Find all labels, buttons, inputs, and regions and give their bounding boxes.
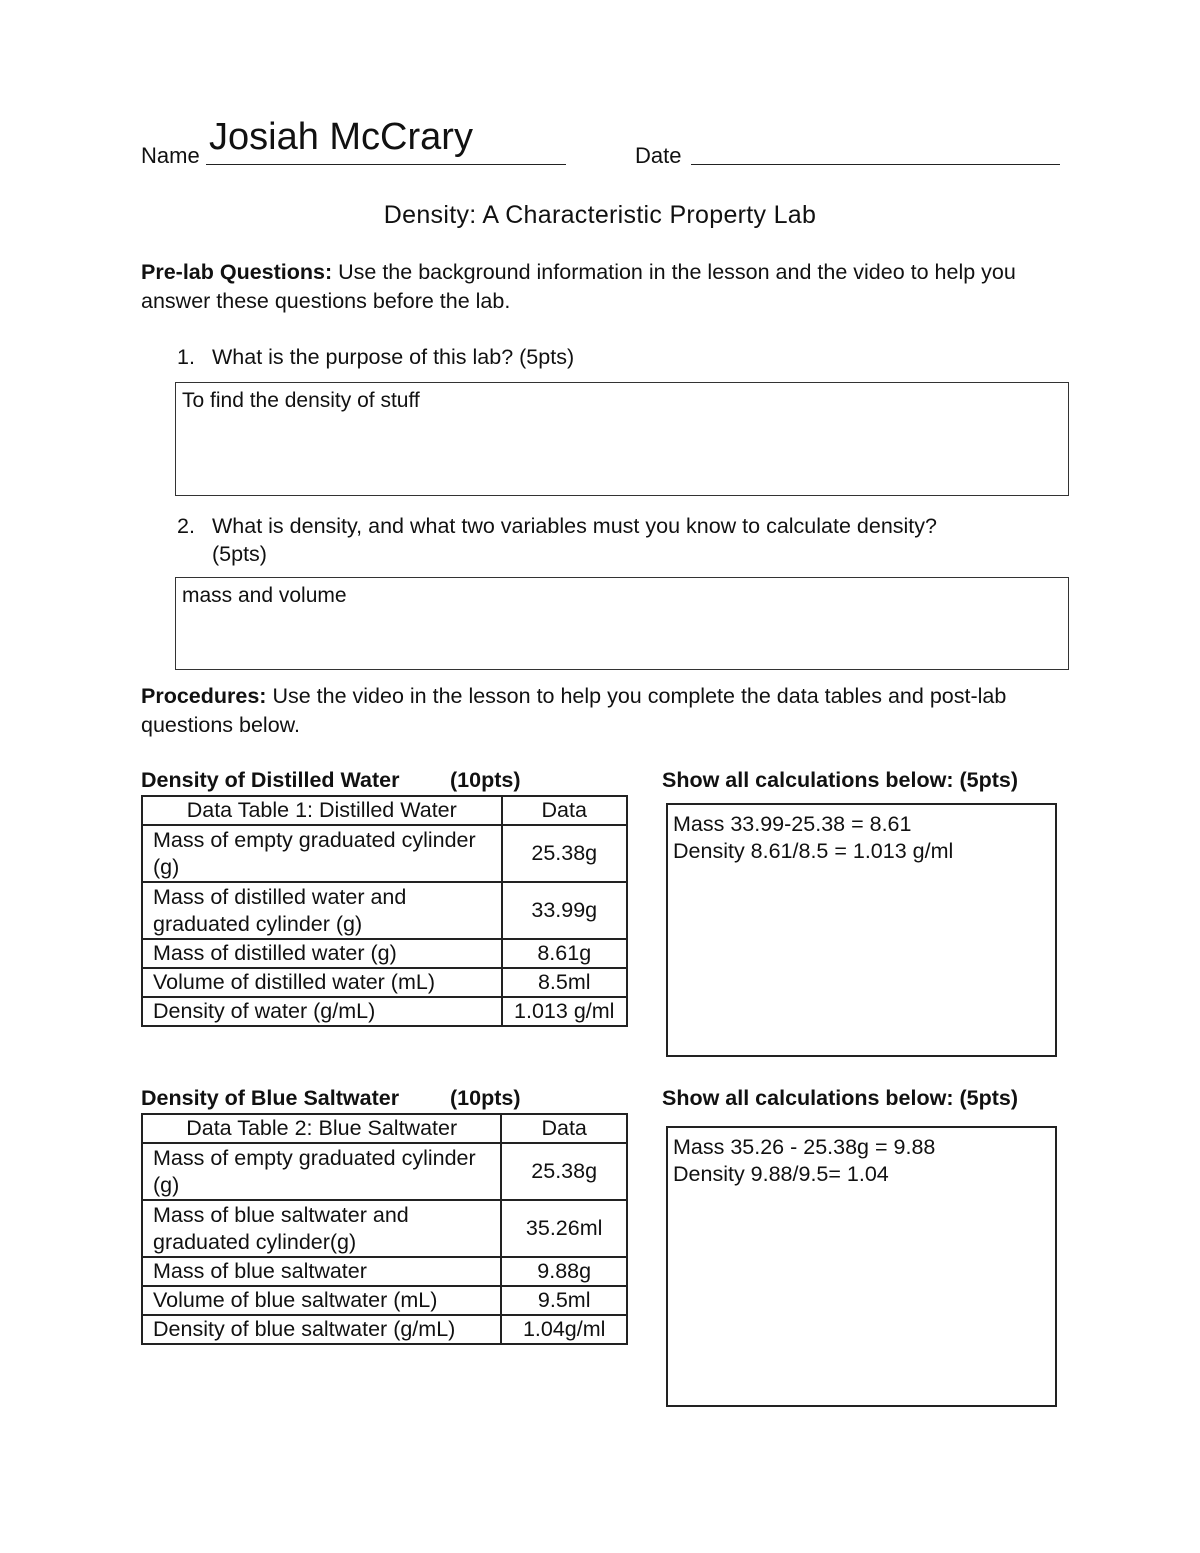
salt-calculations-box[interactable] bbox=[666, 1126, 1057, 1407]
row-value[interactable]: 9.88g bbox=[501, 1257, 627, 1286]
row-value[interactable]: 25.38g bbox=[502, 825, 628, 882]
procedures-text: Use the video in the lesson to help you complete the data tables and post-lab questions below. bbox=[141, 684, 1007, 737]
row-label: Mass of empty graduated cylinder (g) bbox=[142, 1143, 501, 1200]
date-field[interactable] bbox=[691, 130, 1060, 165]
table-row bbox=[142, 1286, 627, 1315]
row-label: Volume of distilled water (mL) bbox=[142, 968, 502, 997]
row-value[interactable]: 33.99g bbox=[502, 882, 628, 939]
water-section-points: (10pts) bbox=[450, 768, 521, 792]
table-row bbox=[142, 825, 627, 882]
procedures-heading: Procedures: bbox=[141, 684, 267, 708]
table-row bbox=[142, 997, 627, 1026]
row-label: Density of water (g/mL) bbox=[142, 997, 502, 1026]
page-title: Density: A Characteristic Property Lab bbox=[383, 201, 817, 229]
question-2-answer-text: mass and volume bbox=[182, 584, 347, 607]
row-value[interactable]: 1.04g/ml bbox=[501, 1315, 627, 1344]
question-2-answer[interactable] bbox=[175, 577, 1069, 670]
prelab-heading: Pre-lab Questions: bbox=[141, 260, 333, 284]
prelab-instructions bbox=[141, 258, 1061, 316]
water-calc-line2: Density 8.61/8.5 = 1.013 g/ml bbox=[673, 839, 954, 863]
table-row bbox=[142, 1257, 627, 1286]
table-header-row bbox=[142, 1114, 627, 1143]
prelab-intro: Use the background information in the lesson and the video to help you answer these questions before the lab. bbox=[141, 260, 1016, 313]
row-value[interactable]: 8.61g bbox=[502, 939, 628, 968]
table-header-label: Data Table 2: Blue Saltwater bbox=[142, 1114, 501, 1143]
salt-calc-line2: Density 9.88/9.5= 1.04 bbox=[673, 1162, 889, 1186]
table-row bbox=[142, 968, 627, 997]
salt-data-table bbox=[141, 1113, 628, 1345]
salt-section-points: (10pts) bbox=[450, 1086, 521, 1110]
row-label: Density of blue saltwater (g/mL) bbox=[142, 1315, 501, 1344]
salt-calc-line1: Mass 35.26 - 25.38g = 9.88 bbox=[673, 1135, 936, 1159]
question-2-text-line1: What is density, and what two variables must you know to calculate density? bbox=[212, 514, 937, 538]
question-2-text-line2: (5pts) bbox=[212, 542, 267, 566]
table-header-data: Data bbox=[502, 796, 628, 825]
table-header-data: Data bbox=[501, 1114, 627, 1143]
water-calc-title: Show all calculations below: (5pts) bbox=[662, 768, 1018, 792]
row-value[interactable]: 25.38g bbox=[501, 1143, 627, 1200]
table-row bbox=[142, 1200, 627, 1257]
table-row bbox=[142, 1315, 627, 1344]
row-value[interactable]: 35.26ml bbox=[501, 1200, 627, 1257]
table-row bbox=[142, 939, 627, 968]
question-1-answer-text: To find the density of stuff bbox=[182, 389, 420, 412]
row-label: Mass of distilled water and graduated cylinder (g) bbox=[142, 882, 502, 939]
row-value[interactable]: 9.5ml bbox=[501, 1286, 627, 1315]
water-data-table bbox=[141, 795, 628, 1027]
question-1-text: What is the purpose of this lab? (5pts) bbox=[212, 345, 575, 369]
water-calculations-box[interactable] bbox=[666, 803, 1057, 1057]
name-field[interactable] bbox=[206, 116, 566, 165]
question-1-number: 1. bbox=[177, 345, 195, 369]
water-section-title: Density of Distilled Water bbox=[141, 768, 400, 792]
row-label: Mass of blue saltwater bbox=[142, 1257, 501, 1286]
name-value: Josiah McCrary bbox=[209, 116, 473, 158]
salt-section-title: Density of Blue Saltwater bbox=[141, 1086, 400, 1110]
water-calc-line1: Mass 33.99-25.38 = 8.61 bbox=[673, 812, 912, 836]
salt-calc-title: Show all calculations below: (5pts) bbox=[662, 1086, 1018, 1110]
row-label: Mass of empty graduated cylinder (g) bbox=[142, 825, 502, 882]
table-row bbox=[142, 882, 627, 939]
row-label: Volume of blue saltwater (mL) bbox=[142, 1286, 501, 1315]
question-1-answer[interactable] bbox=[175, 382, 1069, 496]
table-row bbox=[142, 1143, 627, 1200]
procedures-instructions bbox=[141, 682, 1061, 740]
table-header-label: Data Table 1: Distilled Water bbox=[142, 796, 502, 825]
table-header-row bbox=[142, 796, 627, 825]
name-label: Name bbox=[141, 143, 200, 168]
row-label: Mass of blue saltwater and graduated cylinder(g) bbox=[142, 1200, 501, 1257]
row-value[interactable]: 8.5ml bbox=[502, 968, 628, 997]
question-2-number: 2. bbox=[177, 514, 195, 538]
row-label: Mass of distilled water (g) bbox=[142, 939, 502, 968]
row-value[interactable]: 1.013 g/ml bbox=[502, 997, 628, 1026]
date-label: Date bbox=[635, 143, 682, 168]
